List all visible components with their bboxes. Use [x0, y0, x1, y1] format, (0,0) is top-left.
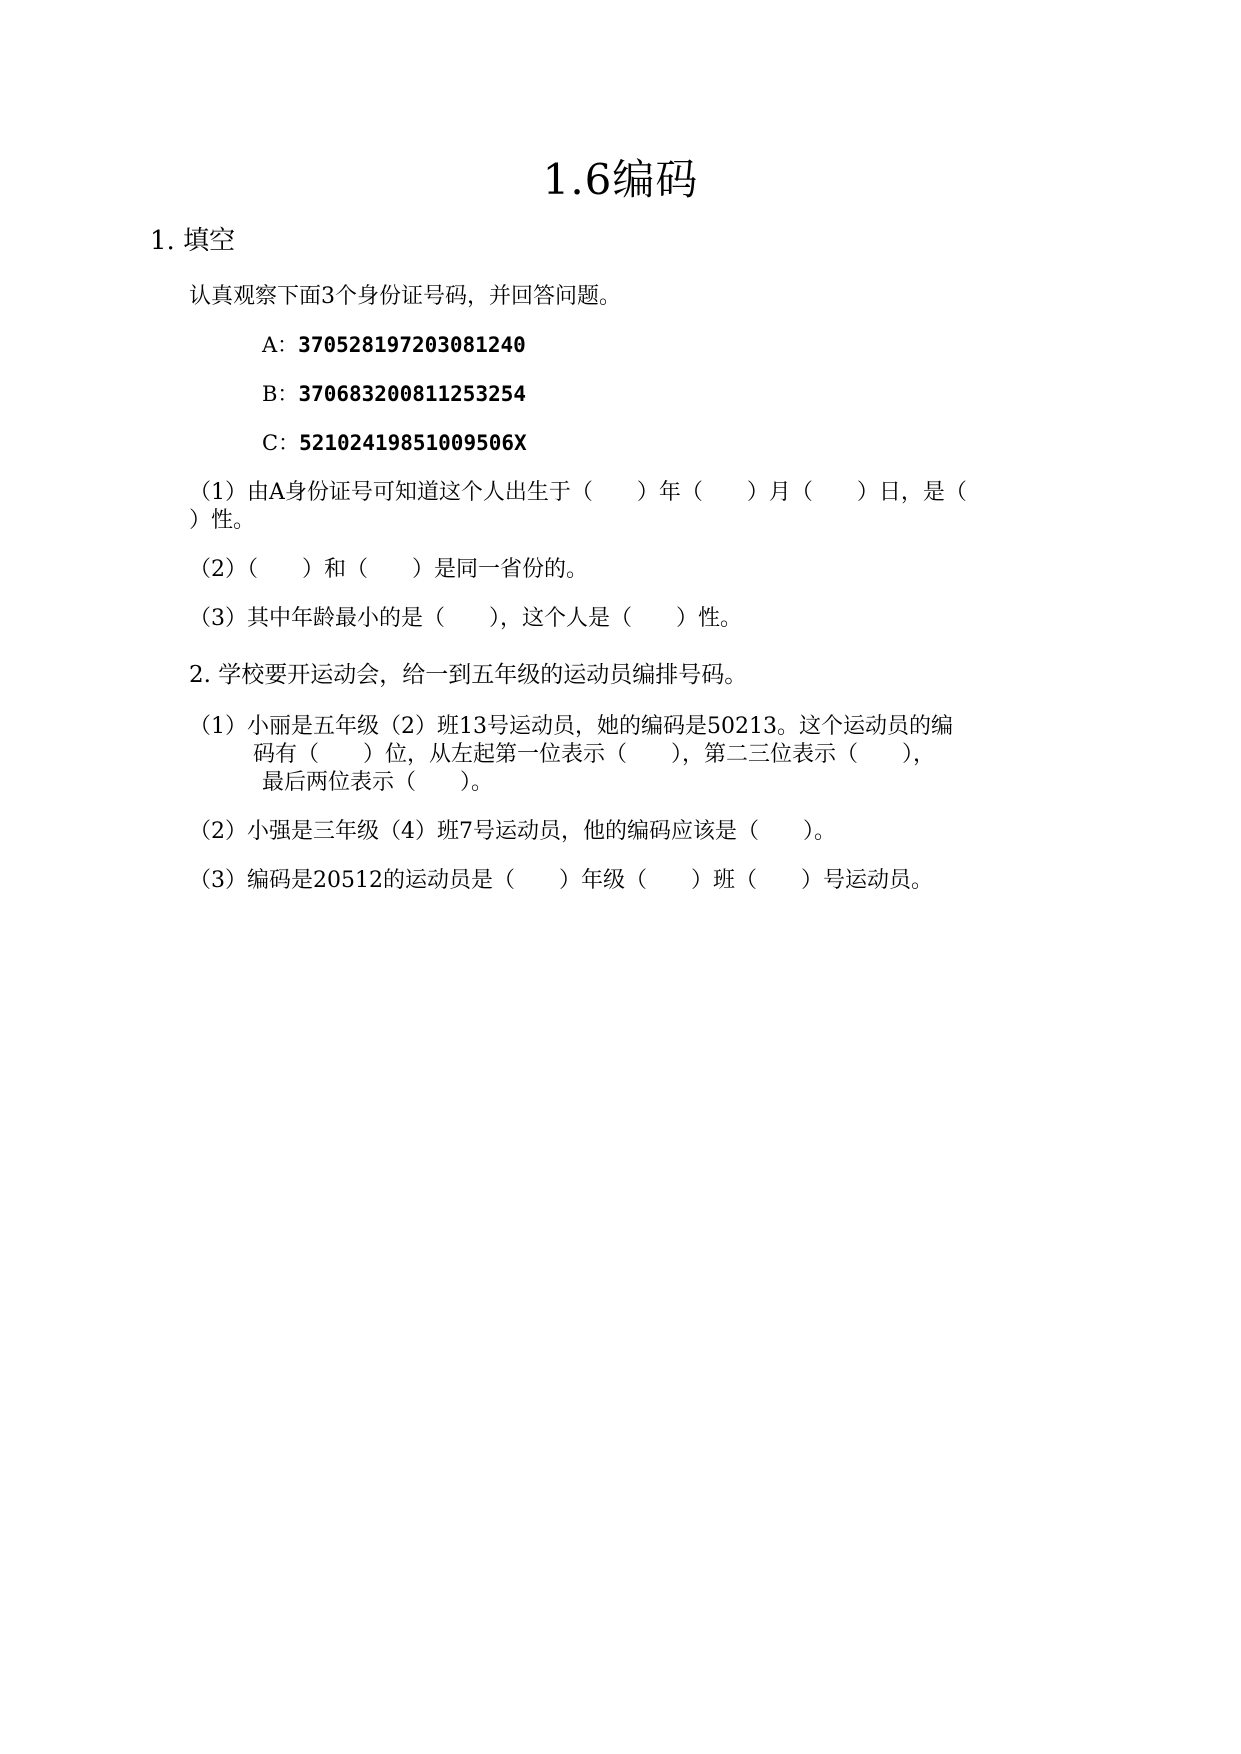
section-1-intro: 认真观察下面3个身份证号码，并回答问题。 [189, 284, 621, 309]
id-label-a: A： [262, 333, 299, 357]
question-2-3: （3）编码是20512的运动员是（ ）年级（ ）班（ ）号运动员。 [189, 868, 933, 893]
question-2-1-line-3: 最后两位表示（ ）。 [262, 770, 494, 795]
question-2-1-line-2: 码有（ ）位，从左起第一位表示（ ），第二三位表示（ ）， [253, 742, 936, 767]
page-title: 1.6编码 [542, 155, 699, 204]
id-number-b [262, 380, 526, 408]
id-number-c [262, 429, 527, 457]
question-1-1-line-1: （1）由A身份证号可知道这个人出生于（ ）年（ ）月（ ）日，是（ [189, 480, 967, 505]
id-label-b: B： [262, 382, 299, 406]
question-2-2: （2）小强是三年级（4）班7号运动员，他的编码应该是（ ）。 [189, 819, 836, 844]
section-1-heading: 1. 填空 [150, 226, 236, 256]
id-label-c: C： [262, 431, 300, 455]
id-number-a [262, 331, 526, 359]
question-1-3: （3）其中年龄最小的是（ ），这个人是（ ）性。 [189, 606, 742, 631]
question-1-1-line-2: ）性。 [189, 508, 256, 533]
question-2-1-line-1: （1）小丽是五年级（2）班13号运动员，她的编码是50213。这个运动员的编 [189, 714, 953, 739]
id-value-b: 370683200811253254 [298, 382, 527, 406]
question-1-2: （2）（ ）和（ ）是同一省份的。 [189, 557, 588, 582]
id-value-c: 52102419851009506X [299, 431, 527, 455]
id-value-a: 370528197203081240 [298, 333, 526, 357]
section-2-heading: 2. 学校要开运动会，给一到五年级的运动员编排号码。 [189, 662, 748, 688]
